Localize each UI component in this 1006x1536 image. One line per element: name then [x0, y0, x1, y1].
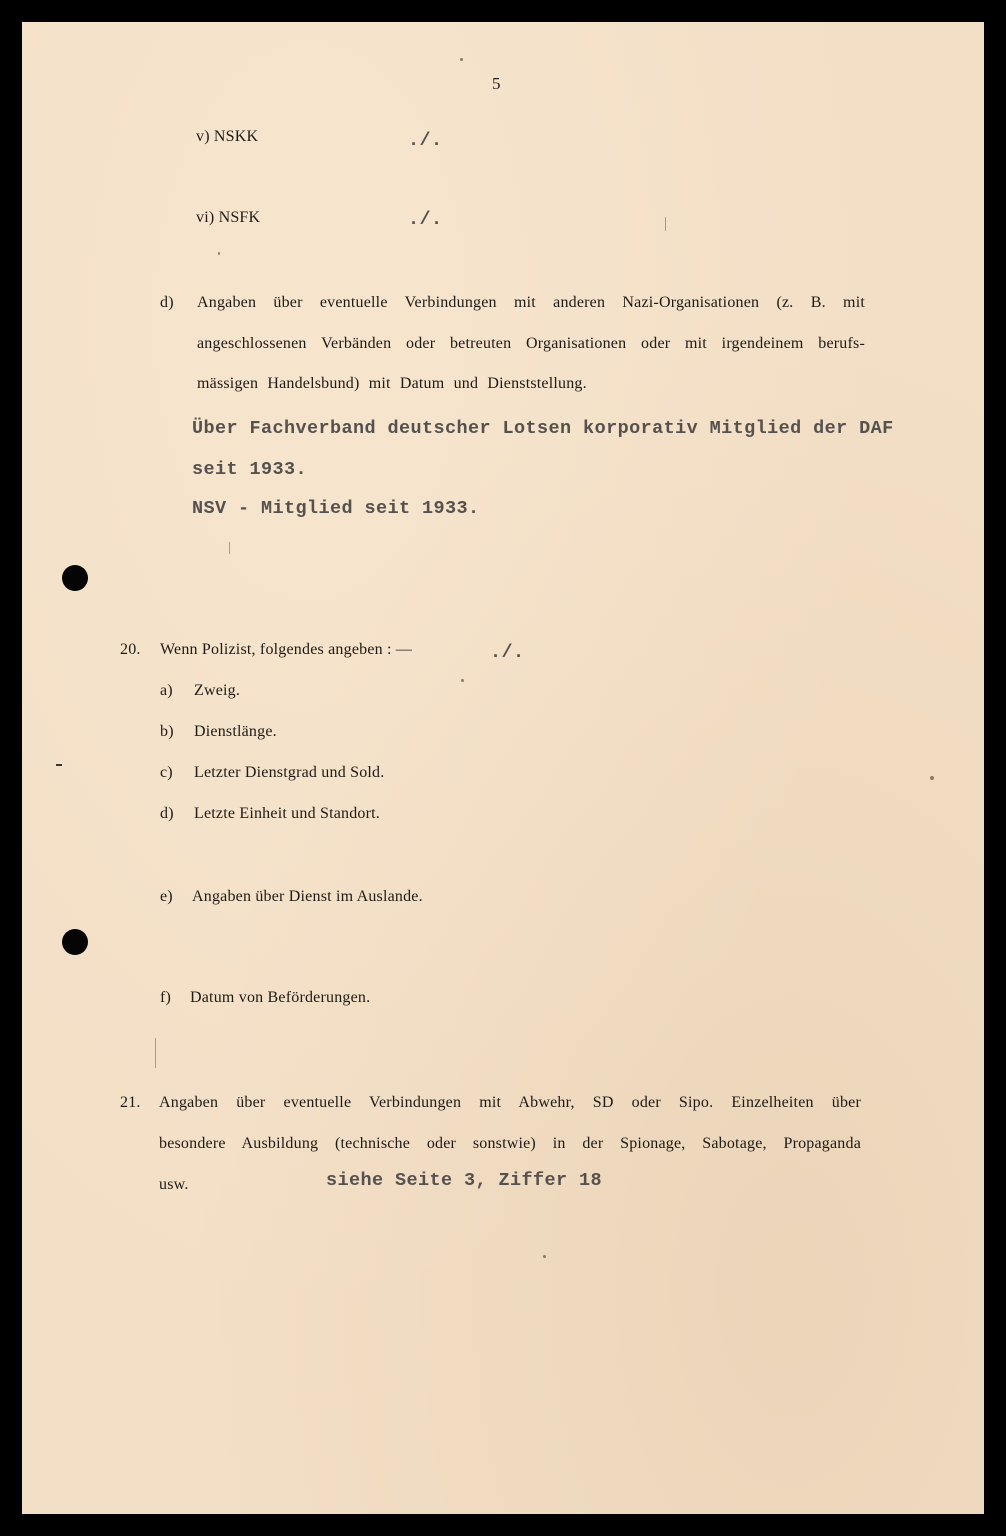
paper-mark: [665, 217, 666, 231]
question-20-item-a-label: a): [160, 682, 173, 699]
membership-nsfk-value: ./.: [408, 209, 443, 230]
question-20-item-a-text: Zweig.: [194, 682, 241, 699]
question-20-item-e-text: Angaben über Dienst im Auslande.: [192, 888, 423, 905]
question-20-item-f-text: Datum von Beförderungen.: [190, 989, 371, 1006]
answer-d-line-2: seit 1933.: [192, 459, 308, 480]
answer-d-line-1: Über Fachverband deutscher Lotsen korporativ Mitglied der DAF: [192, 418, 894, 439]
question-20-item-f-label: f): [160, 989, 172, 1006]
question-21-line-3: usw.: [159, 1176, 189, 1193]
question-20-answer: ./.: [490, 642, 525, 663]
answer-d-line-3: NSV - Mitglied seit 1933.: [192, 498, 480, 519]
question-21-number: 21.: [120, 1094, 141, 1111]
question-d-line-3: mässigen Handelsbund) mit Datum und Dienststellung.: [197, 375, 587, 392]
paper-speck: [461, 679, 464, 682]
question-20-item-e-label: e): [160, 888, 173, 905]
paper-speck: [460, 58, 463, 61]
question-21-answer: siehe Seite 3, Ziffer 18: [326, 1170, 603, 1191]
punch-hole-bottom: [62, 929, 88, 955]
membership-nsfk-label: vi) NSFK: [196, 209, 261, 226]
question-20-item-c-text: Letzter Dienstgrad und Sold.: [194, 764, 385, 781]
question-20-item-b-label: b): [160, 723, 174, 740]
question-d-label: d): [160, 294, 174, 311]
paper-speck: [218, 252, 220, 255]
question-20-number: 20.: [120, 641, 141, 658]
membership-nskk-value: ./.: [408, 130, 443, 151]
document-page: [22, 22, 984, 1514]
paper-mark: [229, 542, 230, 554]
question-20-text: Wenn Polizist, folgendes angeben : —: [160, 641, 413, 658]
question-d-line-1: Angaben über eventuelle Verbindungen mit anderen Nazi-Organisationen (z. B. mit: [197, 294, 865, 311]
page-number: 5: [492, 74, 501, 93]
question-20-item-b-text: Dienstlänge.: [194, 723, 277, 740]
paper-speck: [930, 776, 934, 780]
punch-hole-top: [62, 565, 88, 591]
question-20-item-d-text: Letzte Einheit und Standort.: [194, 805, 380, 822]
paper-mark: [155, 1038, 156, 1068]
question-21-line-1: Angaben über eventuelle Verbindungen mit Abwehr, SD oder Sipo. Einzelheiten über: [159, 1094, 861, 1111]
question-21-line-2: besondere Ausbildung (technische oder sonstwie) in der Spionage, Sabotage, Propaganda: [159, 1135, 861, 1152]
paper-mark: [56, 764, 62, 766]
question-20-item-c-label: c): [160, 764, 173, 781]
membership-nskk-label: v) NSKK: [196, 128, 259, 145]
paper-speck: [543, 1255, 546, 1258]
question-20-item-d-label: d): [160, 805, 174, 822]
question-d-line-2: angeschlossenen Verbänden oder betreuten Organisationen oder mit irgendeinem berufs-: [197, 335, 865, 352]
